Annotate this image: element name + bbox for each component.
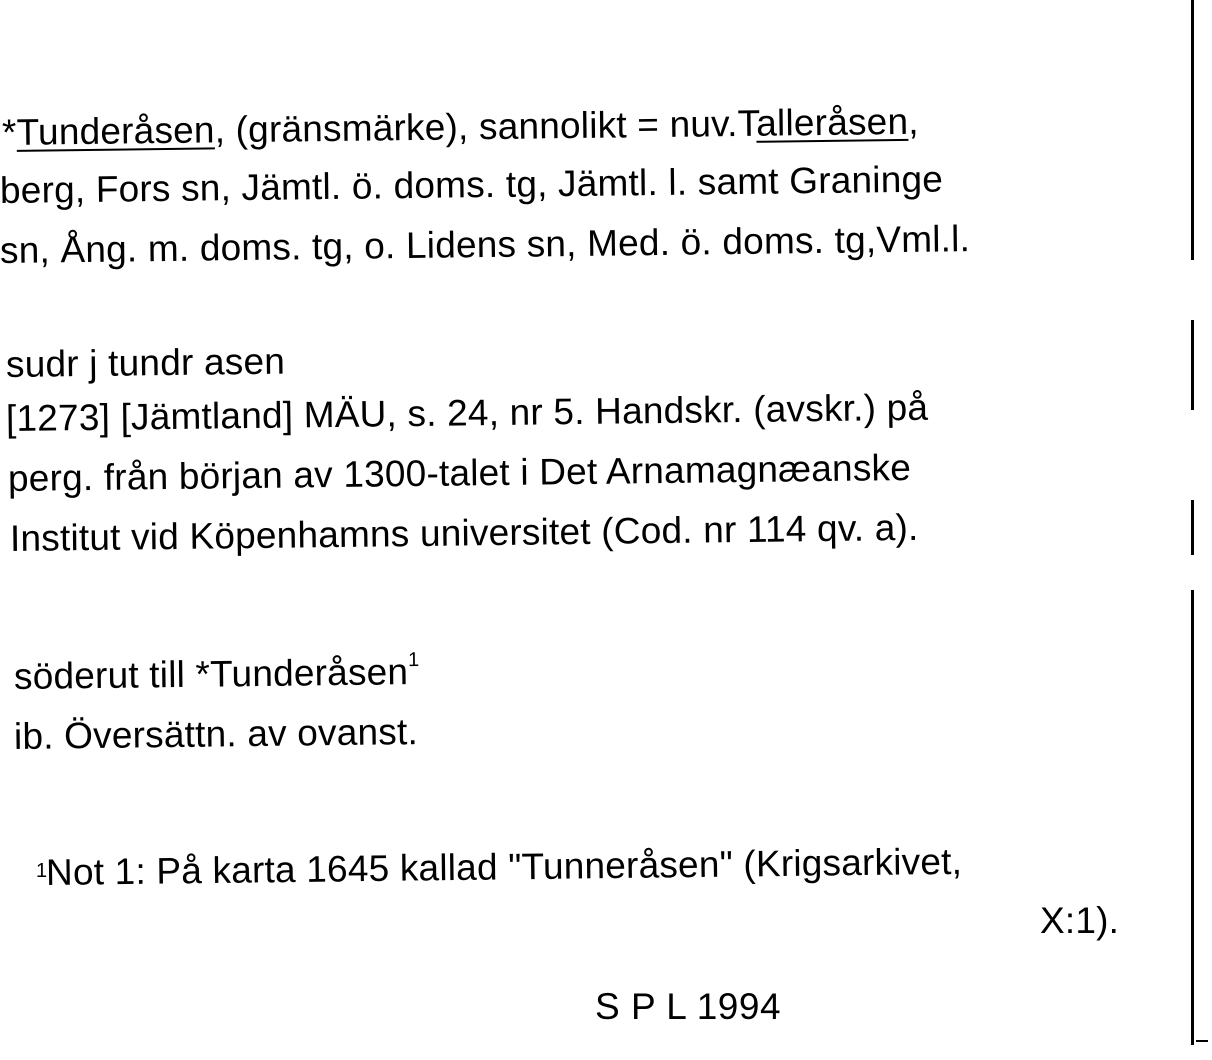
entry-line-2: berg, Fors sn, Jämtl. ö. doms. tg, Jämtl. l. samt Graninge xyxy=(0,158,944,211)
footnote-text-1: Not 1: På karta 1645 kallad "Tunneråsen" (Krigsarkivet, xyxy=(45,840,963,893)
entry-modern-name: alleråsen xyxy=(755,100,909,144)
translation-note: ib. Översättn. av ovanst. xyxy=(13,711,419,757)
entry-description: , (gränsmärke), sannolikt = nuv.T xyxy=(214,102,757,151)
source-form: sudr j tundr asen xyxy=(5,340,286,385)
footnote-text-2: X:1). xyxy=(1040,900,1120,941)
source-citation-3: Institut vid Köpenhamns universitet (Cod. nr 114 qv. a). xyxy=(9,506,919,559)
signature: S P L 1994 xyxy=(595,986,782,1027)
card-edge-line xyxy=(1191,0,1194,1045)
footnote-ref: 1 xyxy=(407,649,420,672)
footnote-marker: 1 xyxy=(36,860,48,882)
entry-line-1: *Tunderåsen, (gränsmärke), sannolikt = nuv.Talleråsen, xyxy=(1,100,919,153)
entry-marker: * xyxy=(1,111,17,153)
entry-line-3: sn, Ång. m. doms. tg, o. Lidens sn, Med. ö. doms. tg,Vml.l. xyxy=(0,218,971,271)
source-citation-2: perg. från början av 1300-talet i Det Arnamagnæanske xyxy=(7,446,912,499)
entry-headword: Tunderåsen xyxy=(16,109,215,153)
source-citation-1: [1273] [Jämtland] MÄU, s. 24, nr 5. Handskr. (avskr.) på xyxy=(5,386,929,439)
translation-text: söderut till *Tunderåsen$^1$ xyxy=(13,649,420,697)
